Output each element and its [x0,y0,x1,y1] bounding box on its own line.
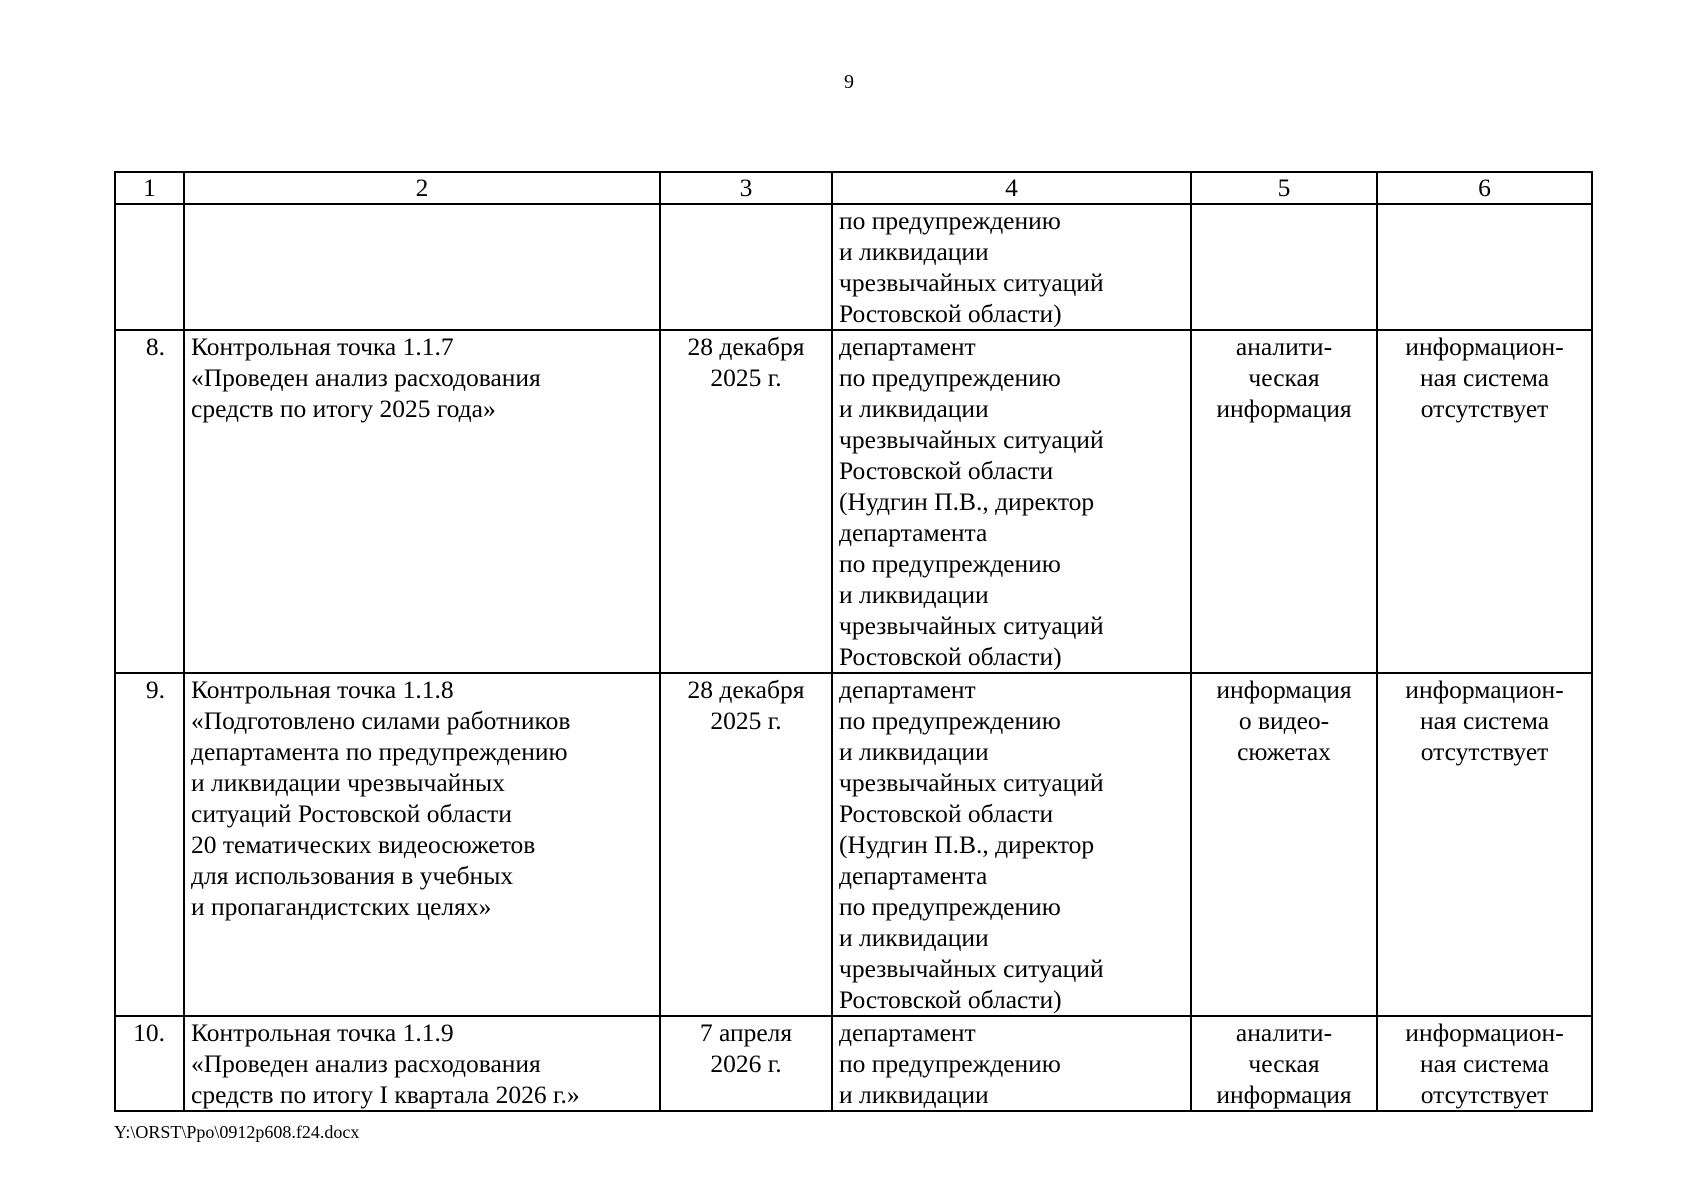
deadline-cell [660,204,832,330]
responsible-cell: департамент по предупреждению и ликвидации чрезвычайных ситуаций Ростовской области (Нудгин П.В., директор департамента по предупреждению и ликвидации чрезвычайных ситуаций Ростовской области) [832,330,1191,673]
control-points-table [114,171,1593,1112]
column-header: 5 [1191,172,1377,204]
deadline-cell: 7 апреля 2026 г. [660,1016,832,1111]
responsible-cell: департамент по предупреждению и ликвидации [832,1016,1191,1111]
document-type-cell [1191,204,1377,330]
column-header: 6 [1377,172,1592,204]
information-system-cell: информацион- ная система отсутствует [1377,330,1592,673]
column-header: 1 [115,172,184,204]
responsible-cell: по предупреждению и ликвидации чрезвычайных ситуаций Ростовской области) [832,204,1191,330]
table-row [115,204,1592,330]
page-number: 9 [844,71,854,93]
row-number-cell: 8. [115,330,184,673]
table-header-row [115,172,1592,204]
row-number-cell: 9. [115,673,184,1016]
information-system-cell: информацион- ная система отсутствует [1377,1016,1592,1111]
control-point-name-cell: Контрольная точка 1.1.9 «Проведен анализ расходования средств по итогу I квартала 2026 г.» [184,1016,660,1111]
deadline-cell: 28 декабря 2025 г. [660,330,832,673]
document-type-cell: аналити- ческая информация [1191,330,1377,673]
column-header: 2 [184,172,660,204]
column-header: 4 [832,172,1191,204]
control-point-name-cell: Контрольная точка 1.1.8 «Подготовлено силами работников департамента по предупреждению и ликвидации чрезвычайных ситуаций Ростовской области 20 тематических видеосюжетов для использования в учебных и пропагандистских целях» [184,673,660,1016]
information-system-cell: информацион- ная система отсутствует [1377,673,1592,1016]
control-point-name-cell: Контрольная точка 1.1.7 «Проведен анализ расходования средств по итогу 2025 года» [184,330,660,673]
document-type-cell: информация о видео- сюжетах [1191,673,1377,1016]
row-number-cell: 10. [115,1016,184,1111]
footer-file-path: Y:\ORST\Ppo\0912p608.f24.docx [114,1122,360,1142]
responsible-cell: департамент по предупреждению и ликвидации чрезвычайных ситуаций Ростовской области (Нудгин П.В., директор департамента по предупреждению и ликвидации чрезвычайных ситуаций Ростовской области) [832,673,1191,1016]
deadline-cell: 28 декабря 2025 г. [660,673,832,1016]
column-header: 3 [660,172,832,204]
table-row [115,1016,1592,1111]
information-system-cell [1377,204,1592,330]
table-row [115,673,1592,1016]
row-number-cell [115,204,184,330]
table-row [115,330,1592,673]
control-point-name-cell [184,204,660,330]
document-type-cell: аналити- ческая информация [1191,1016,1377,1111]
